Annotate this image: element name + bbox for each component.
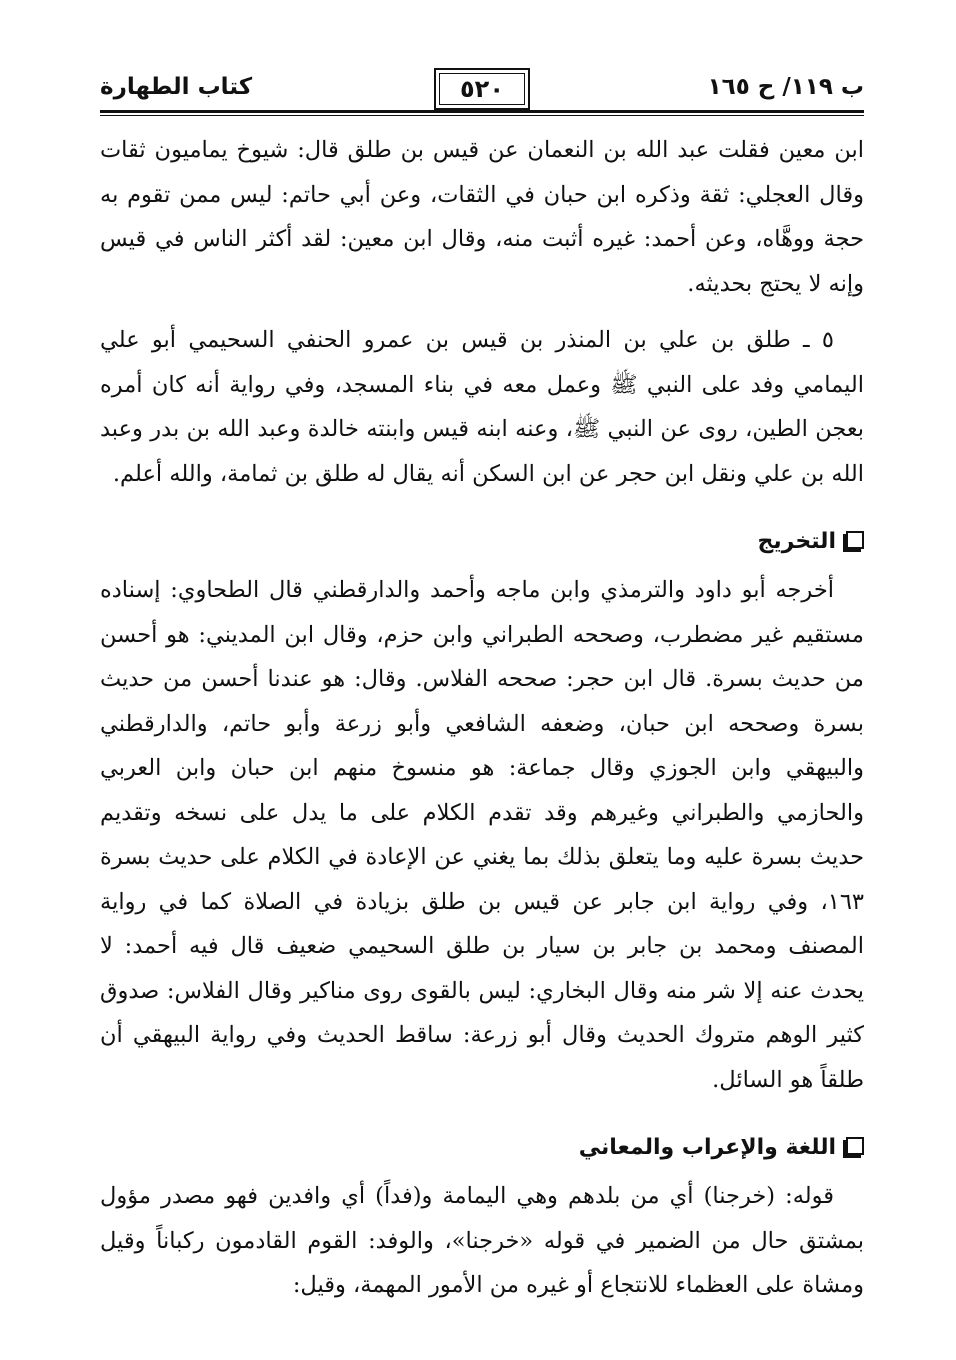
section-heading-takhrij [100, 522, 864, 562]
header-divider-thin [100, 115, 864, 116]
paragraph-narrator-notes: ابن معين فقلت عبد الله بن النعمان عن قيس بن طلق قال: شيوخ يماميون ثقات وقال العجلي: ثقة وذكره ابن حبان في الثقات، وعن أبي حاتم: ليس ممن تقوم به حجة ووهَّاه، وعن أحمد: غيره أثبت منه، وقال ابن معين: لقد أكثر الناس في قيس وإنه لا يحتج بحديثه. [100, 137, 864, 297]
paragraph-lugha: قوله: (خرجنا) أي من بلدهم وهي اليمامة و(فداً) أي وافدين فهو مصدر مؤول بمشتق حال من الضمير في قوله «خرجنا»، والوفد: القوم القادمون ركباناً وقيل ومشاة على العظماء للانتجاع أو غيره من الأمور المهمة، وقيل: [100, 1183, 864, 1298]
square-bullet-icon [846, 1137, 864, 1155]
square-bullet-icon [846, 531, 864, 549]
running-header [100, 68, 864, 112]
section-heading-label: اللغة والإعراب والمعاني [578, 1135, 836, 1160]
page-number: ٥٢٠ [434, 68, 530, 110]
page-body [100, 128, 864, 1308]
paragraph-talq-bio: ٥ ـ طلق بن علي بن المنذر بن قيس بن عمرو الحنفي السحيمي أبو علي اليمامي وفد على النبي ﷺ وعمل معه في بناء المسجد، وفي رواية أنه كان أمره بعجن الطين، روى عن النبي ﷺ، وعنه ابنه قيس وابنته خالدة وعبد الله بن بدر وعبد الله بن علي ونقل ابن حجر عن ابن السكن أنه يقال له طلق بن ثمامة، والله أعلم. [100, 327, 864, 487]
paragraph-takhrij: أخرجه أبو داود والترمذي وابن ماجه وأحمد والدارقطني قال الطحاوي: إسناده مستقيم غير مضطرب، وصححه الطبراني وابن حزم، وقال ابن المديني: هو أحسن من حديث بسرة. قال ابن حجر: صححه الفلاس. وقال: هو عندنا أحسن من حديث بسرة وصححه ابن حبان، وضعفه الشافعي وأبو زرعة وأبو حاتم، والدارقطني والبيهقي وابن الجوزي وقال جماعة: هو منسوخ منهم ابن حبان وابن العربي والحازمي والطبراني وغيرهم وقد تقدم الكلام على ما يدل على نسخه وتقديم حديث بسرة عليه وما يتعلق بذلك بما يغني عن الإعادة في الكلام على حديث بسرة ١٦٣، وفي رواية ابن جابر عن قيس بن طلق بزيادة في الصلاة كما في رواية المصنف ومحمد بن جابر بن سيار بن طلق السحيمي ضعيف قال فيه أحمد: لا يحدث عنه إلا شر منه وقال البخاري: ليس بالقوى روى مناكير وقال الفلاس: صدوق كثير الوهم متروك الحديث وقال أبو زرعة: ساقط الحديث وفي رواية البيهقي أن طلقاً هو السائل. [100, 577, 864, 1093]
section-heading-label: التخريج [757, 529, 836, 554]
hadith-reference: ب ١١٩/ ح ١٦٥ [707, 74, 864, 100]
book-title: كتاب الطهارة [100, 74, 253, 100]
header-divider [100, 110, 864, 113]
section-heading-lugha [100, 1128, 864, 1168]
